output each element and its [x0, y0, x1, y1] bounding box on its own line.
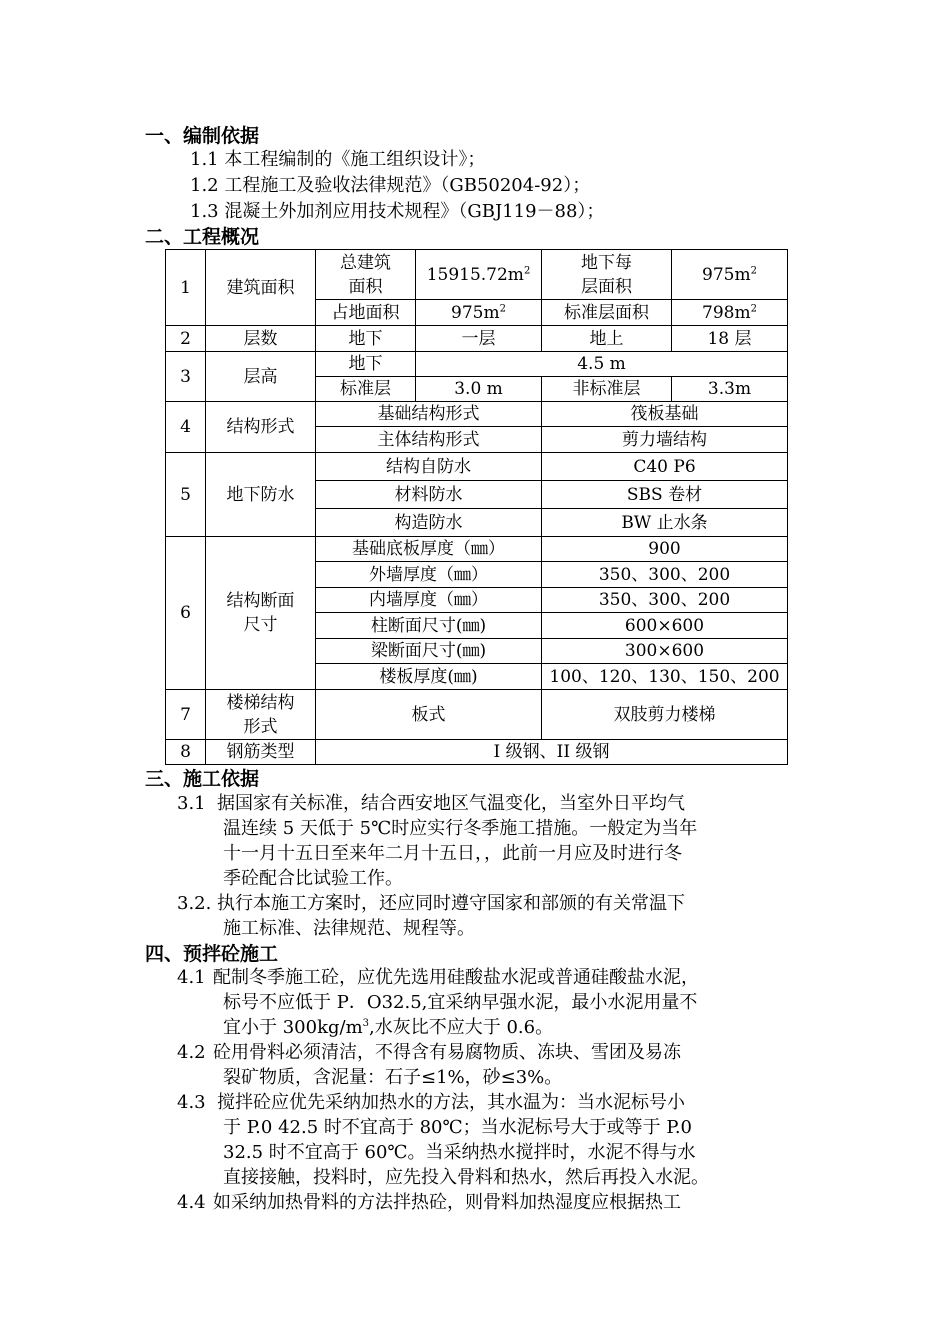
- s4-p1-line: 配制冬季施工砼，应优先选用硅酸盐水泥或普通硅酸盐水泥，: [213, 967, 699, 988]
- cell: 600×600: [542, 613, 788, 639]
- cell: 地下: [316, 326, 416, 352]
- row-item: 结构断面尺寸: [206, 537, 316, 690]
- s1-item-1: 1.1 本工程编制的《施工组织设计》；: [190, 149, 486, 170]
- table-row: [166, 537, 788, 562]
- cell: 材料防水: [316, 481, 542, 509]
- row-number: 8: [166, 740, 206, 765]
- cell: 18 层: [672, 326, 788, 352]
- row-item: 钢筋类型: [206, 740, 316, 765]
- s4-p3-line: 搅拌砼应优先采纳加热水的方法，其水温为：当水泥标号小: [217, 1092, 685, 1113]
- cell: 地上: [542, 326, 672, 352]
- cell: 楼板厚度(㎜): [316, 664, 542, 690]
- s4-p1-number: 4.1: [177, 967, 206, 988]
- cell: 剪力墙结构: [542, 427, 788, 453]
- cell: 主体结构形式: [316, 427, 542, 453]
- cell: 一层: [416, 326, 542, 352]
- row-number: 5: [166, 453, 206, 537]
- cell: 3.0 m: [416, 377, 542, 402]
- table-row: [166, 453, 788, 481]
- row-number: 7: [166, 690, 206, 740]
- cell: I 级钢、II 级钢: [316, 740, 788, 765]
- row-item: 地下防水: [206, 453, 316, 537]
- cell: SBS 卷材: [542, 481, 788, 509]
- s4-p3-number: 4.3: [177, 1092, 206, 1113]
- s4-p1-line: 宜小于 $300kg/m^3$,水灰比不应大于 0.6。: [223, 1017, 554, 1038]
- s3-p1-line: 温连续 5 天低于 5℃时应实行冬季施工措施。一般定为当年: [223, 818, 698, 839]
- cell: 900: [542, 537, 788, 562]
- s4-p1-line: 标号不应低于 P．O32.5,宜采纳早强水泥，最小水泥用量不: [223, 992, 698, 1013]
- table-row: [166, 352, 788, 377]
- cell: 板式: [316, 690, 542, 740]
- cell: 300×600: [542, 639, 788, 664]
- cell: 梁断面尺寸(㎜): [316, 639, 542, 664]
- cell: 350、300、200: [542, 588, 788, 613]
- s3-p1-line: 十一月十五日至来年二月十五日，，此前一月应及时进行冬: [223, 843, 682, 864]
- table-row: [166, 250, 788, 300]
- section-2-heading: 二、工程概况: [145, 226, 260, 248]
- row-number: 6: [166, 537, 206, 690]
- table-row: [166, 690, 788, 740]
- cell: 地下: [316, 352, 416, 377]
- row-item: 层高: [206, 352, 316, 402]
- cell: 柱断面尺寸(㎜): [316, 613, 542, 639]
- s3-p1-line: 据国家有关标准，结合西安地区气温变化，当室外日平均气: [217, 793, 685, 814]
- cell: 350、300、200: [542, 562, 788, 588]
- overview-table: [165, 249, 788, 765]
- row-number: 2: [166, 326, 206, 352]
- row-item: 结构形式: [206, 402, 316, 453]
- cell: C40 P6: [542, 453, 788, 481]
- cell: 100、120、130、150、200: [542, 664, 788, 690]
- cell: 非标准层: [542, 377, 672, 402]
- s3-p2-number: 3.2.: [177, 893, 212, 914]
- s4-p2-line: 裂矿物质，含泥量：石子≤1%，砂≤3%。: [223, 1067, 563, 1088]
- s4-p2-number: 4.2: [177, 1042, 206, 1063]
- row-item: 建筑面积: [206, 250, 316, 326]
- table-row: [166, 740, 788, 765]
- cell: 总建筑面积: [316, 250, 416, 300]
- s3-p1-number: 3.1: [177, 793, 206, 814]
- cell: 结构自防水: [316, 453, 542, 481]
- s4-p3-line: 直接接触，投料时，应先投入骨料和热水，然后再投入水泥。: [223, 1167, 709, 1188]
- s4-p4-number: 4.4: [177, 1192, 206, 1213]
- cell: 4.5 m: [416, 352, 788, 377]
- cell: 3.3m: [672, 377, 788, 402]
- row-number: 3: [166, 352, 206, 402]
- cell: $798m^2$: [672, 300, 788, 326]
- s4-p2-line: 砼用骨料必须清洁，不得含有易腐物质、冻块、雪团及易冻: [213, 1042, 681, 1063]
- table-row: [166, 402, 788, 427]
- s4-p3-line: 于 P.0 42.5 时不宜高于 80℃；当水泥标号大于或等于 P.0: [223, 1117, 693, 1138]
- s1-item-3: 1.3 混凝土外加剂应用技术规程》（GBJ119－88）；: [190, 201, 605, 222]
- cell: $975m^2$: [672, 250, 788, 300]
- s3-p2-line: 施工标准、法律规范、规程等。: [223, 918, 475, 939]
- cell: 筏板基础: [542, 402, 788, 427]
- cell: 标准层: [316, 377, 416, 402]
- section-4-heading: 四、预拌砼施工: [145, 943, 279, 965]
- row-number: 1: [166, 250, 206, 326]
- s4-p4-line: 如采纳加热骨料的方法拌热砼，则骨料加热湿度应根据热工: [213, 1192, 681, 1213]
- s3-p2-line: 执行本施工方案时，还应同时遵守国家和部颁的有关常温下: [217, 893, 685, 914]
- cell: 外墙厚度（㎜）: [316, 562, 542, 588]
- cell: 基础结构形式: [316, 402, 542, 427]
- cell: $15915.72m^2$: [416, 250, 542, 300]
- cell: 标准层面积: [542, 300, 672, 326]
- s4-p3-line: 32.5 时不宜高于 60℃。当采纳热水搅拌时，水泥不得与水: [223, 1142, 696, 1163]
- cell: $975m^2$: [416, 300, 542, 326]
- cell: 基础底板厚度（㎜）: [316, 537, 542, 562]
- cell: 构造防水: [316, 509, 542, 537]
- row-item: 楼梯结构形式: [206, 690, 316, 740]
- cell: BW 止水条: [542, 509, 788, 537]
- section-1-heading: 一、编制依据: [145, 125, 260, 147]
- cell: 双肢剪力楼梯: [542, 690, 788, 740]
- section-3-heading: 三、施工依据: [145, 768, 260, 790]
- s3-p1-line: 季砼配合比试验工作。: [223, 868, 403, 889]
- table-row: [166, 326, 788, 352]
- cell: 内墙厚度（㎜）: [316, 588, 542, 613]
- cell: 占地面积: [316, 300, 416, 326]
- row-number: 4: [166, 402, 206, 453]
- cell: 地下每层面积: [542, 250, 672, 300]
- s1-item-2: 1.2 工程施工及验收法律规范》（GB50204-92）；: [190, 175, 591, 196]
- row-item: 层数: [206, 326, 316, 352]
